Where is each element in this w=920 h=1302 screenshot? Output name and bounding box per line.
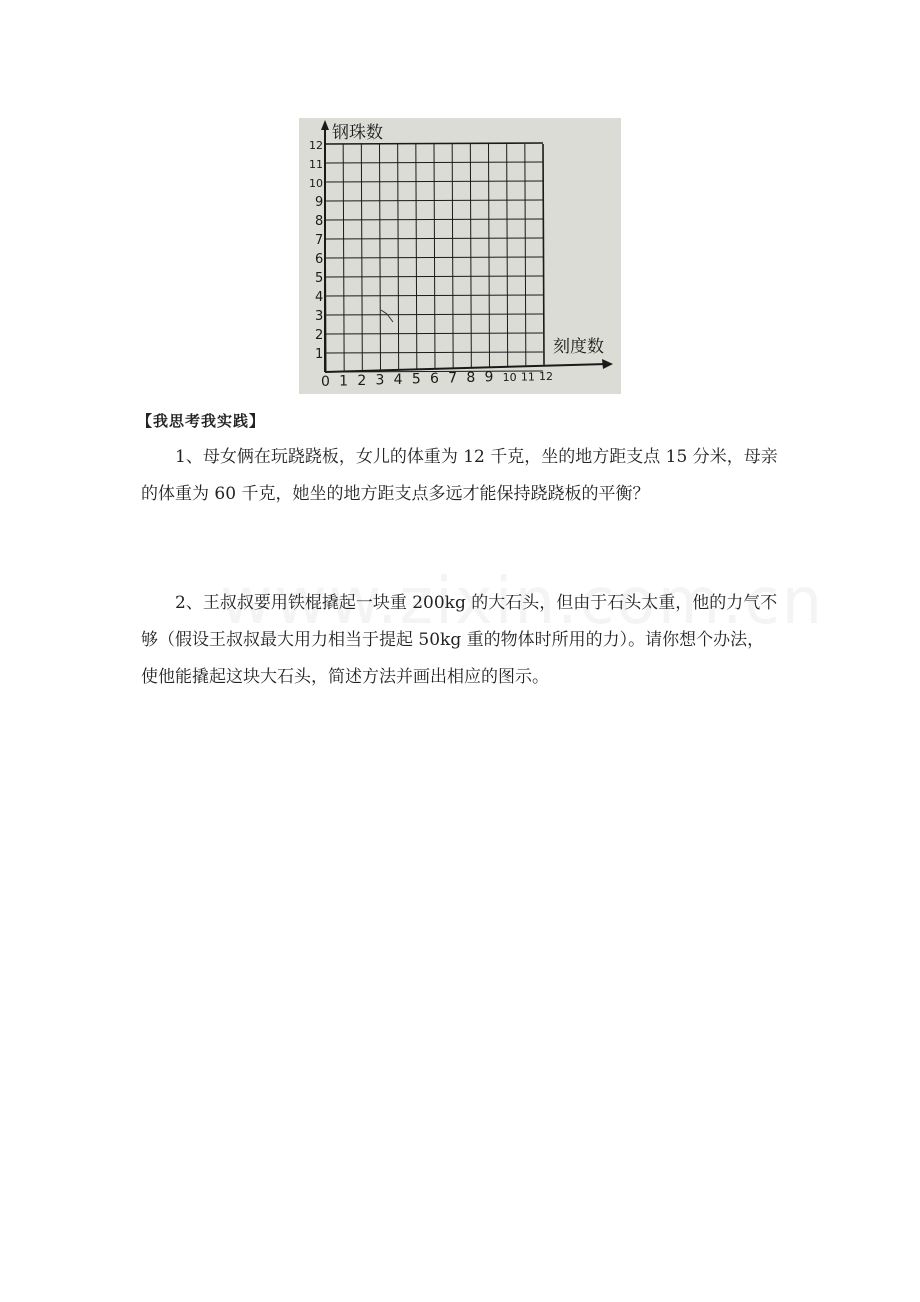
grid-photo xyxy=(299,118,621,394)
question-2: 2、王叔叔要用铁棍撬起一块重 200kg 的大石头，但由于石头太重，他的力气不够（假设王叔叔最大用力相当于提起 50kg 重的物体时所用的力）。请你想个办法，使他能撬起这块大石头，简述方法并画出相应的图示。 xyxy=(141,593,778,687)
grid-horizontal-line xyxy=(325,143,543,144)
y-tick-label: 1 xyxy=(315,347,324,362)
x-tick-label: 4 xyxy=(393,372,403,388)
grid-horizontal-line xyxy=(325,314,543,315)
grid-vertical-line xyxy=(543,144,544,365)
x-tick-label: 3 xyxy=(375,372,385,389)
y-tick-label: 7 xyxy=(315,233,324,248)
grid-horizontal-line xyxy=(325,238,543,239)
grid-vertical-line xyxy=(380,144,381,370)
y-tick-labels xyxy=(309,139,323,362)
x-tick-label: 8 xyxy=(466,370,476,386)
grid-horizontal-line xyxy=(325,257,543,258)
x-tick-label: 11 xyxy=(520,370,535,384)
y-tick-label: 6 xyxy=(315,252,324,267)
y-tick-label: 5 xyxy=(315,271,324,286)
x-axis-arrow-icon xyxy=(602,359,613,369)
hand-drawn-grid-chart xyxy=(299,118,621,394)
grid-horizontal-line xyxy=(325,181,543,182)
pencil-mark xyxy=(381,310,393,322)
x-tick-label: 6 xyxy=(430,371,439,387)
grid-horizontal-line xyxy=(325,162,543,163)
question-1: 1、母女俩在玩跷跷板，女儿的体重为 12 千克，坐的地方距支点 15 分米，母亲的体重为 60 千克，她坐的地方距支点多远才能保持跷跷板的平衡？ xyxy=(141,447,778,504)
y-tick-label: 12 xyxy=(309,139,323,152)
x-axis-label: 刻度数 xyxy=(553,337,604,357)
grid-horizontal-line xyxy=(325,352,543,353)
x-tick-label: 7 xyxy=(448,370,458,387)
grid-vertical-line xyxy=(434,144,435,368)
y-tick-label: 8 xyxy=(315,214,324,229)
x-tick-label: 10 xyxy=(502,371,517,384)
grid-horizontal-line xyxy=(325,276,543,277)
section-title: 【我思考我实践】 xyxy=(137,412,266,430)
grid-horizontal-line xyxy=(325,219,543,220)
grid-vertical-line xyxy=(416,144,417,369)
x-tick-label: 9 xyxy=(484,369,494,386)
x-tick-label: 12 xyxy=(539,370,553,383)
x-tick-label: 1 xyxy=(339,373,349,390)
y-tick-label: 11 xyxy=(309,158,323,171)
x-tick-label: 0 xyxy=(321,374,330,390)
y-tick-label: 3 xyxy=(315,309,324,324)
grid-horizontal-line xyxy=(325,295,543,296)
grid-vertical-line xyxy=(398,144,399,370)
grid-vertical-line xyxy=(452,144,453,368)
y-tick-label: 4 xyxy=(315,290,324,305)
grid-horizontal-line xyxy=(325,200,543,201)
y-tick-label: 9 xyxy=(315,195,324,210)
y-axis-label: 钢珠数 xyxy=(332,123,383,143)
grid-horizontal-line xyxy=(325,333,543,334)
y-axis-arrow-icon xyxy=(321,120,329,130)
x-tick-label: 5 xyxy=(411,371,421,388)
x-tick-label: 2 xyxy=(357,373,367,389)
y-tick-label: 10 xyxy=(309,177,323,190)
x-tick-labels xyxy=(321,370,553,391)
grid-lines xyxy=(325,143,544,372)
y-tick-label: 2 xyxy=(315,328,324,343)
grid-vertical-line xyxy=(525,144,526,365)
